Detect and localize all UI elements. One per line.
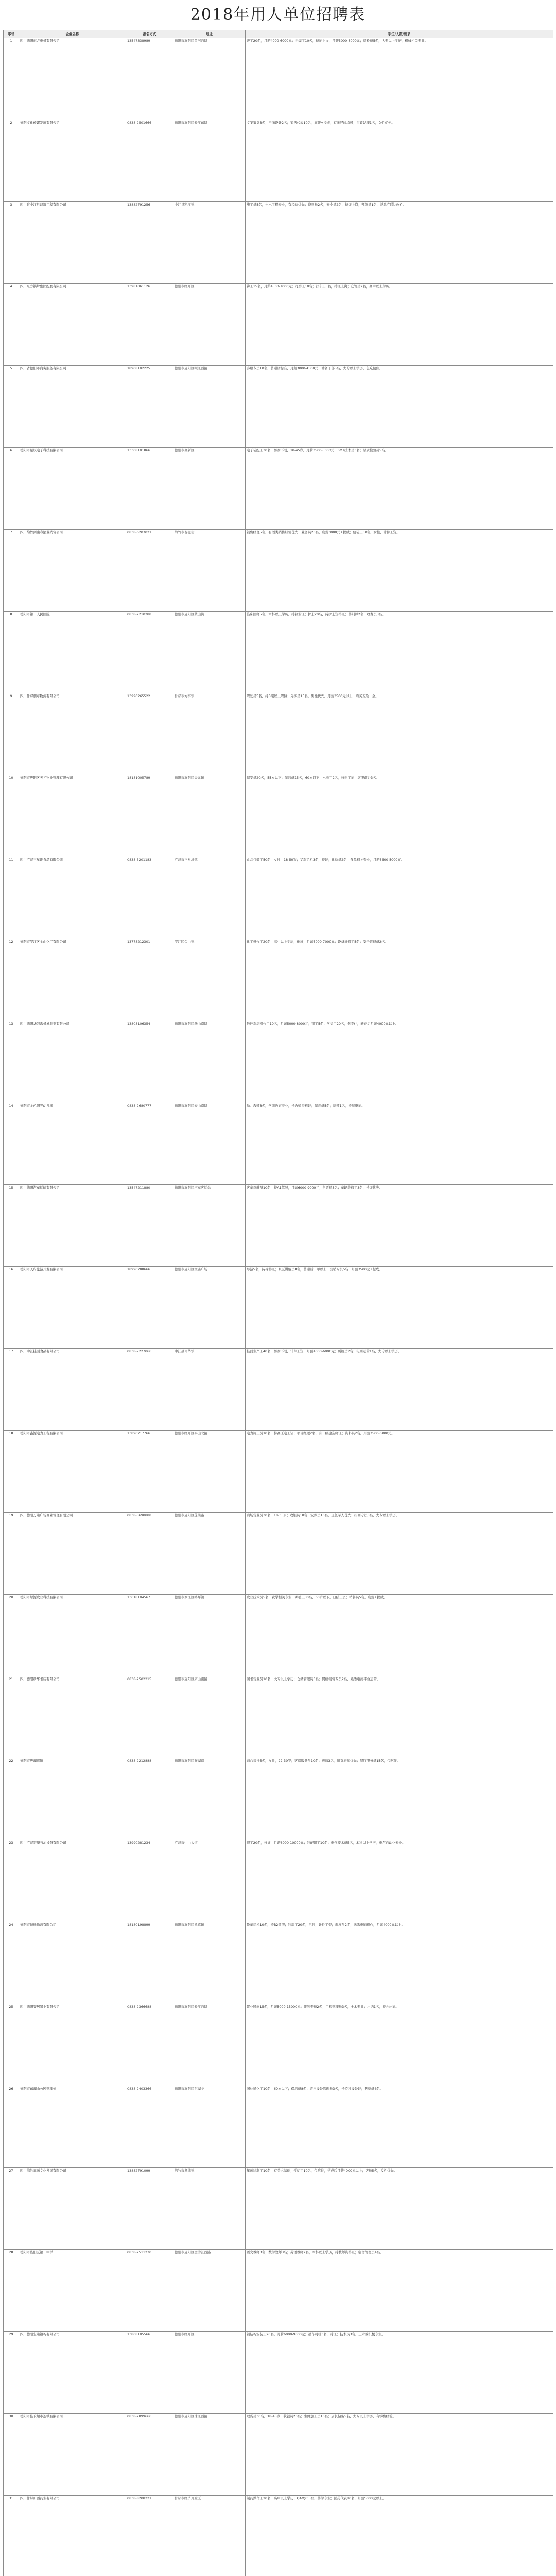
company-address: 德阳市旌阳区黄河西路 [173,38,246,120]
company-address: 中江县凯江镇 [173,202,246,284]
company-name: 四川什邡烟草物流有限公司 [19,693,126,775]
company-name: 德阳市星辰电子科技有限公司 [19,448,126,530]
row-number: 16 [4,1267,19,1349]
company-name: 德阳市第二人民医院 [19,612,126,693]
row-number: 20 [4,1595,19,1676]
row-number: 28 [4,2250,19,2332]
table-row [4,1349,553,1431]
table-row [4,1103,553,1185]
company-address: 绵竹市孝德镇 [173,2168,246,2250]
table-header-row [4,30,553,38]
company-address: 德阳市旌阳区珠江西路 [173,2414,246,2496]
contact-phone: 13308101866 [126,448,173,530]
contact-phone: 18181005789 [126,775,173,857]
job-requirements: 年画绘制工10名，有美术基础；学徒工10名，包吃住，学成后月薪4000元以上；店员5名，女性优先。 [246,2168,553,2250]
header-company: 企业名称 [19,30,126,38]
company-address: 什邡市经济开发区 [173,2496,246,2576]
recruitment-table [3,30,553,2576]
company-name: 德阳市绿源农业科技有限公司 [19,1595,126,1676]
row-number: 5 [4,366,19,448]
contact-phone: 0838-6203021 [126,530,173,612]
table-row [4,366,553,448]
company-address: 德阳市旌阳区金沙江西路 [173,2250,246,2332]
contact-phone: 13981061126 [126,284,173,366]
table-row [4,775,553,857]
company-name: 四川绵竹剑南春酒业销售公司 [19,530,126,612]
company-address: 德阳市经开区泰山北路 [173,1431,246,1513]
job-requirements: 食品包装工50名，女性，18-50岁；叉车司机3名，持证；化验员2名，食品相关专业，月薪3500-5000元。 [246,857,553,939]
job-requirements: 客车驾驶员10名，持A1驾照，月薪6000-9000元；售票员5名；车辆维修工3名，持证优先。 [246,1185,553,1267]
company-address: 罗江区金山镇 [173,939,246,1021]
company-address: 广汉市三星堆镇 [173,857,246,939]
contact-phone: 0838-8208221 [126,2496,173,2576]
row-number: 22 [4,1758,19,1840]
company-name: 四川德阳汽车运输有限公司 [19,1185,126,1267]
job-requirements: 数控车床操作工10名，月薪5000-8000元；钳工5名；学徒工20名，包吃住，转正后月薪4000元以上。 [246,1021,553,1103]
company-name: 德阳市鑫源电力工程有限公司 [19,1431,126,1513]
table-row [4,530,553,612]
job-requirements: 幼儿教师8名，学前教育专业，持教师资格证；保育员5名；厨师1名，持健康证。 [246,1103,553,1185]
table-row [4,693,553,775]
job-requirements: 电子装配工30名，男女不限，18-45岁，月薪3500-5000元；SMT技术员3名；品质检验员5名。 [246,448,553,530]
contact-phone: 0838-2502215 [126,1676,173,1758]
contact-phone: 18180198899 [126,1922,173,2004]
table-row [4,2496,553,2576]
job-requirements: 保安员20名，55岁以下；保洁员15名，60岁以下；水电工2名，持电工证；客服前台3名。 [246,775,553,857]
table-row [4,1758,553,1840]
company-address: 什邡市方亭镇 [173,693,246,775]
company-address: 德阳市旌阳区汽车客运站 [173,1185,246,1267]
row-number: 2 [4,120,19,202]
company-address: 德阳市经开区 [173,2332,246,2414]
row-number: 18 [4,1431,19,1513]
table-row [4,612,553,693]
contact-phone: 13547338989 [126,38,173,120]
job-requirements: 挂面生产工40名，男女不限，计件工资，月薪4000-6000元；质检员2名；电商运营1名，大专以上学历。 [246,1349,553,1431]
company-name: 四川省德阳市商务服务有限公司 [19,366,126,448]
company-address: 德阳市罗江区略坪镇 [173,1595,246,1676]
row-number: 8 [4,612,19,693]
row-number: 25 [4,2004,19,2086]
job-requirements: 客服专员10名，普通话标准，月薪3000-4500元；储备干部5名，大专以上学历，包吃包住。 [246,366,553,448]
job-requirements: 理货员30名，18-45岁；收银员20名；生鲜加工员10名；店长储备5名，大专以上学历，有零售经验。 [246,2414,553,2496]
company-address: 德阳市旌阳区旌湖路 [173,1758,246,1840]
job-requirements: 园林绿化工10名，60岁以下；保洁员8名；游乐设备管理员3名，持特种设备证；售票员4名。 [246,2086,553,2168]
contact-phone: 13778212301 [126,939,173,1021]
table-row [4,1431,553,1513]
company-name: 德阳市旌湖宾馆 [19,1758,126,1840]
job-requirements: 化工操作工20名，高中以上学历，倒班，月薪5000-7000元；设备维修工5名；安全管理员2名。 [246,939,553,1021]
table-row [4,2332,553,2414]
job-requirements: 销售经理5名，有酒类销售经验优先；业务员20名，底薪3000元+提成；包装工30名，女性，计件工资。 [246,530,553,612]
contact-phone: 0838-5201183 [126,857,173,939]
row-number: 9 [4,693,19,775]
company-name: 德阳市佳禾超市连锁有限公司 [19,2414,126,2496]
contact-phone: 13808105566 [126,2332,173,2414]
job-requirements: 文案策划3名；平面设计2名；销售代表10名，底薪+提成，有无经验均可；行政助理1名，女性优先。 [246,120,553,202]
job-requirements: 图书营业员10名，大专以上学历；仓储管理员3名；网络销售专员2名，熟悉电商平台运营。 [246,1676,553,1758]
company-name: 四川东方锅炉集团配套有限公司 [19,284,126,366]
company-name: 四川绵竹年画文化发展有限公司 [19,2168,126,2250]
page-title: 2018年用人单位招聘表 [190,6,366,24]
company-address: 德阳市旌阳区岷江西路 [173,366,246,448]
company-address: 德阳市旌阳区东湖乡 [173,2086,246,2168]
contact-phone: 0838-2680777 [126,1103,173,1185]
company-name: 德阳市旌阳区第一中学 [19,2250,126,2332]
row-number: 11 [4,857,19,939]
row-number: 30 [4,2414,19,2496]
table-row [4,448,553,530]
row-number: 17 [4,1349,19,1431]
job-requirements: 铆工15名，月薪4500-7000元；打磨工10名；行车工5名，持证上岗；仓管员2名，高中以上学历。 [246,284,553,366]
row-number: 7 [4,530,19,612]
table-row [4,1676,553,1758]
table-row [4,2414,553,2496]
job-requirements: 商场营业员30名，18-35岁；收银员10名；安保员10名，退伍军人优先；招商专员3名，大专以上学历。 [246,1513,553,1595]
row-number: 12 [4,939,19,1021]
row-number: 26 [4,2086,19,2168]
header-contact: 报名方式 [126,30,173,38]
contact-phone: 0838-2899666 [126,2414,173,2496]
company-address: 德阳市旌阳区长江东路 [173,120,246,202]
table-row [4,1267,553,1349]
row-number: 10 [4,775,19,857]
company-name: 四川什邡川西药业有限公司 [19,2496,126,2576]
row-number: 24 [4,1922,19,2004]
row-number: 19 [4,1513,19,1595]
header-no: 序号 [4,30,19,38]
job-requirements: 农业技术员5名，农学相关专业；种植工30名，60岁以下，日结工资；销售员5名，底薪+提成。 [246,1595,553,1676]
company-name: 四川德阳东方电机有限公司 [19,38,126,120]
table-body [4,38,553,2576]
company-name: 四川德阳万达广场商业管理有限公司 [19,1513,126,1595]
row-number: 13 [4,1021,19,1103]
row-number: 21 [4,1676,19,1758]
row-number: 29 [4,2332,19,2414]
table-row [4,2250,553,2332]
company-name: 德阳市东湖山公园管理处 [19,2086,126,2168]
contact-phone: 0838-2210288 [126,612,173,693]
company-address: 德阳市高新区 [173,448,246,530]
company-address: 德阳市经开区 [173,284,246,366]
table-row [4,857,553,939]
company-name: 四川中江挂面食品有限公司 [19,1349,126,1431]
contact-phone: 13990265522 [126,693,173,775]
job-requirements: 置业顾问15名，月薪5000-15000元；策划专员2名；工程管理员3名，土木专业；出纳1名，持会计证。 [246,2004,553,2086]
row-number: 31 [4,2496,19,2576]
company-name: 四川广汉三星堆食品有限公司 [19,857,126,939]
row-number: 3 [4,202,19,284]
contact-phone: 0838-2212888 [126,1758,173,1840]
company-name: 四川德阳安居置业有限公司 [19,2004,126,2086]
company-name: 德阳文化传媒发展有限公司 [19,120,126,202]
job-requirements: 焊工20名，持证，月薪6000-10000元；装配钳工10名；电气技术员5名，本科以上学历，电气自动化专业。 [246,1840,553,1922]
company-name: 四川德阳新华书店有限公司 [19,1676,126,1758]
contact-phone: 13808106354 [126,1021,173,1103]
row-number: 23 [4,1840,19,1922]
contact-phone: 13547211880 [126,1185,173,1267]
contact-phone: 13882791099 [126,2168,173,2250]
contact-phone: 18908102225 [126,366,173,448]
job-requirements: 钢结构安装工20名，月薪6000-9000元；吊车司机3名，持证；技术员3名，土木或机械专业。 [246,2332,553,2414]
contact-phone: 0838-7227066 [126,1349,173,1431]
table-row [4,1185,553,1267]
company-name: 四川德阳宏达钢构有限公司 [19,2332,126,2414]
contact-phone: 0838-3698888 [126,1513,173,1595]
job-requirements: 电力施工员10名，持高压电工证；项目经理2名，有二级建造师证；资料员2名，月薪3500-6000元。 [246,1431,553,1513]
contact-phone: 18990288666 [126,1267,173,1349]
contact-phone: 0838-2511230 [126,2250,173,2332]
table-row [4,1840,553,1922]
company-name: 德阳市罗江区金山化工有限公司 [19,939,126,1021]
row-number: 6 [4,448,19,530]
company-name: 四川广汉宏华石油设备有限公司 [19,1840,126,1922]
table-row [4,939,553,1021]
job-requirements: 驾驶员5名，持B照以上驾照；分拣员15名，男性优先，月薪3500元以上，购买五险一金。 [246,693,553,775]
company-address: 中江县南华镇 [173,1349,246,1431]
row-number: 27 [4,2168,19,2250]
table-row [4,120,553,202]
job-requirements: 货车司机10名，持B2驾照；装卸工20名，男性，计件工资；调度员2名，熟悉电脑操作，月薪4000元以上。 [246,1922,553,2004]
company-address: 德阳市旌阳区文庙广场 [173,1267,246,1349]
company-address: 德阳市旌阳区蒙山街 [173,612,246,693]
contact-phone: 0838-2366688 [126,2004,173,2086]
company-address: 德阳市旌阳区长江西路 [173,2004,246,2086]
job-requirements: 施工员5名，土木工程专业，有经验优先；资料员2名；安全员2名，持证上岗；预算员1名，熟悉广联达软件。 [246,202,553,284]
job-requirements: 前台接待5名，女性，22-30岁；客房服务员10名；厨师3名，川菜厨师优先；餐厅服务员15名，包吃住。 [246,1758,553,1840]
job-requirements: 普工20名，月薪4000-6000元；电焊工10名，持证上岗，月薪5000-8000元；质检员5名，大专以上学历，机械相关专业。 [246,38,553,120]
job-requirements: 临床医师5名，本科以上学历，持执业证；护士20名，持护士资格证；药剂师2名；收费员3名。 [246,612,553,693]
job-requirements: 导游5名，持导游证；景区讲解员8名，普通话二甲以上；营销专员5名，月薪3500元+提成。 [246,1267,553,1349]
company-name: 德阳市天府旅游开发有限公司 [19,1267,126,1349]
table-row [4,1513,553,1595]
table-row [4,284,553,366]
job-requirements: 语文教师3名；数学教师3名；英语教师2名，本科以上学历，持教师资格证；宿舍管理员4名。 [246,2250,553,2332]
company-address: 德阳市旌阳区蓬莱路 [173,1513,246,1595]
company-name: 德阳市金色阳光幼儿园 [19,1103,126,1185]
job-requirements: 制药操作工20名，高中以上学历；QA/QC 5名，药学专业；医药代表10名，月薪5000元以上。 [246,2496,553,2576]
company-address: 德阳市旌阳区泰山南路 [173,1103,246,1185]
contact-phone: 0838-2501666 [126,120,173,202]
company-address: 德阳市旌阳区华山南路 [173,1021,246,1103]
table-row [4,1021,553,1103]
company-address: 绵竹市春溢街 [173,530,246,612]
contact-phone: 13990281234 [126,1840,173,1922]
company-address: 德阳市旌阳区天元镇 [173,775,246,857]
company-address: 广汉市中山大道 [173,1840,246,1922]
table-row [4,1922,553,2004]
company-name: 德阳市旌阳区天元物业管理有限公司 [19,775,126,857]
table-row [4,2004,553,2086]
contact-phone: 13882791256 [126,202,173,284]
row-number: 1 [4,38,19,120]
row-number: 15 [4,1185,19,1267]
table-row [4,202,553,284]
contact-phone: 13618104567 [126,1595,173,1676]
table-row [4,38,553,120]
company-address: 德阳市旌阳区孝感镇 [173,1922,246,2004]
row-number: 14 [4,1103,19,1185]
contact-phone: 13890217766 [126,1431,173,1513]
row-number: 4 [4,284,19,366]
table-row [4,1595,553,1676]
header-jobs: 职位/人数/要求 [246,30,553,38]
company-name: 德阳市恒通物流有限公司 [19,1922,126,2004]
table-row [4,2086,553,2168]
company-address: 德阳市旌阳区庐山南路 [173,1676,246,1758]
company-name: 四川省中江县建筑工程有限公司 [19,202,126,284]
contact-phone: 0838-2403366 [126,2086,173,2168]
company-name: 四川德阳华强沟机械制造有限公司 [19,1021,126,1103]
header-address: 地址 [173,30,246,38]
table-row [4,2168,553,2250]
